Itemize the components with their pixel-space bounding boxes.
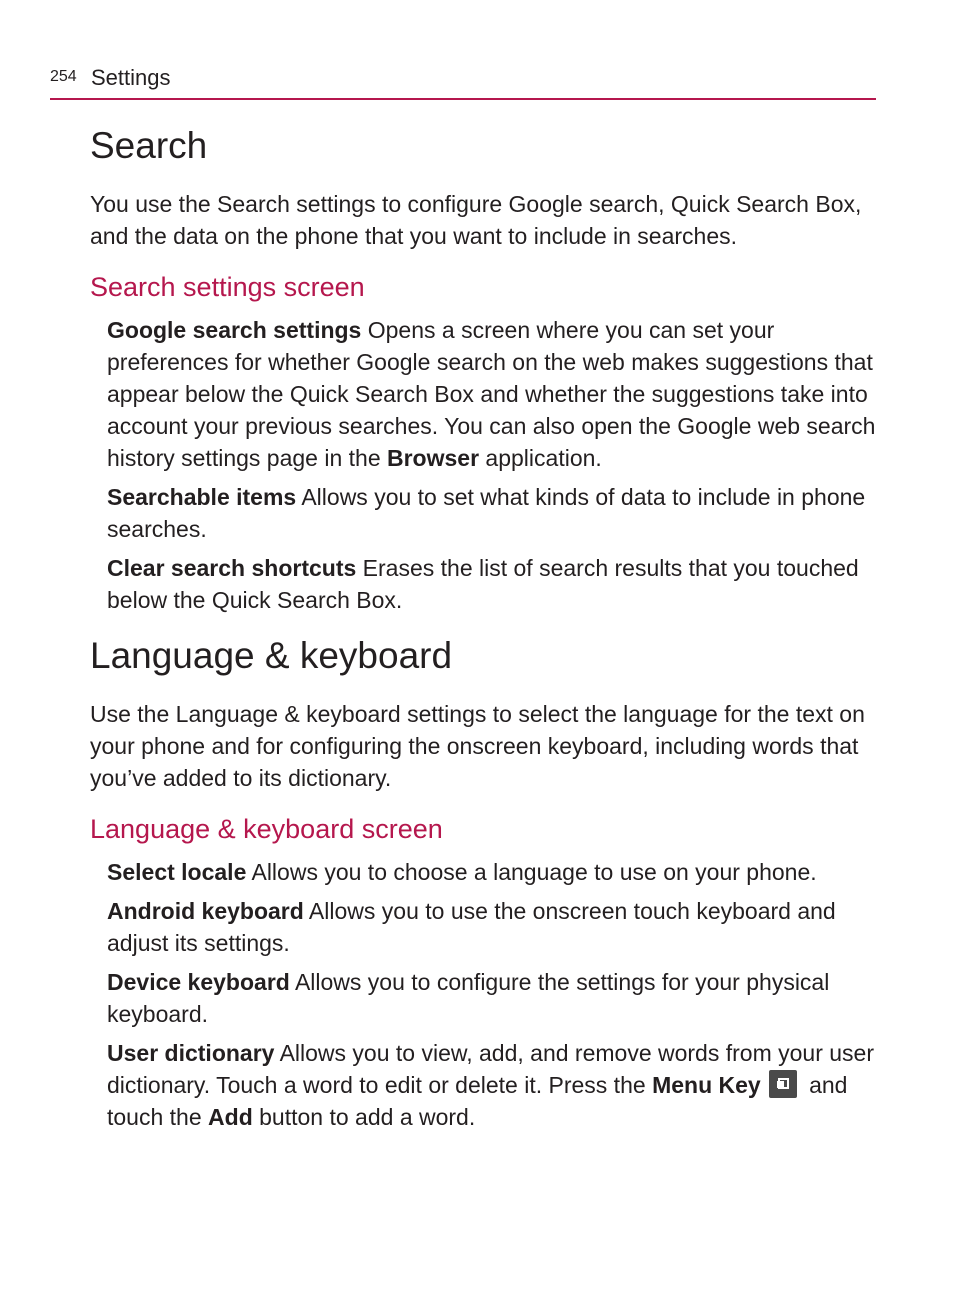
item-description-end: button to add a word. — [252, 1104, 476, 1130]
list-item-clear-search-shortcuts — [107, 552, 880, 616]
item-term: Select locale — [107, 859, 247, 885]
item-term: Device keyboard — [107, 969, 290, 995]
language-keyboard-list — [107, 856, 880, 1133]
item-description: Allows you to configure the settings for your physical keyboard. — [107, 969, 830, 1027]
item-description: Opens a screen where you can set your preferences for whether Google search on the web makes suggestions that appear below the Quick Search Box and whether the suggestions take into account your previous searches. You can also open the Google web search history settings page in the — [107, 317, 876, 471]
menu-key-icon — [769, 1070, 797, 1098]
item-description-end: application. — [479, 445, 602, 471]
add-button-label: Add — [208, 1104, 253, 1130]
item-description: Allows you to set what kinds of data to include in phone searches. — [107, 484, 866, 542]
list-item-device-keyboard — [107, 966, 880, 1030]
item-description: Allows you to view, add, and remove words from your user dictionary. Touch a word to edit or delete it. Press the — [107, 1040, 875, 1098]
list-item-searchable-items — [107, 481, 880, 545]
list-item-google-search-settings — [107, 314, 880, 474]
item-description: Erases the list of search results that you touched below the Quick Search Box. — [107, 555, 859, 613]
item-term: Google search settings — [107, 317, 362, 343]
language-keyboard-section — [90, 630, 880, 1133]
item-term: Clear search shortcuts — [107, 555, 357, 581]
header-section-title: Settings — [91, 65, 171, 90]
list-item-android-keyboard — [107, 895, 880, 959]
item-description: Allows you to choose a language to use on your phone. — [246, 859, 817, 885]
item-term: Android keyboard — [107, 898, 304, 924]
page-number: 254 — [50, 68, 77, 85]
search-settings-list — [107, 314, 880, 616]
language-keyboard-subheading: Language & keyboard screen — [90, 814, 443, 844]
item-description-mid: and touch the — [107, 1072, 848, 1130]
item-term: Searchable items — [107, 484, 297, 510]
list-item-user-dictionary — [107, 1037, 880, 1133]
language-keyboard-title: Language & keyboard — [90, 635, 453, 676]
page-content — [90, 120, 880, 1140]
search-section — [90, 120, 880, 616]
item-term: User dictionary — [107, 1040, 275, 1066]
browser-app-name: Browser — [387, 445, 480, 471]
search-settings-subheading: Search settings screen — [90, 272, 365, 302]
language-keyboard-intro: Use the Language & keyboard settings to select the language for the text on your phone and for configuring the onscreen keyboard, including words that you’ve added to its dictionary. — [90, 701, 865, 791]
search-title: Search — [90, 125, 208, 166]
list-item-select-locale — [107, 856, 880, 888]
search-intro: You use the Search settings to configure Google search, Quick Search Box, and the data on the phone that you want to include in searches. — [90, 191, 862, 249]
page-header — [50, 62, 876, 100]
item-description: Allows you to use the onscreen touch keyboard and adjust its settings. — [107, 898, 836, 956]
menu-key-label: Menu Key — [652, 1072, 761, 1098]
